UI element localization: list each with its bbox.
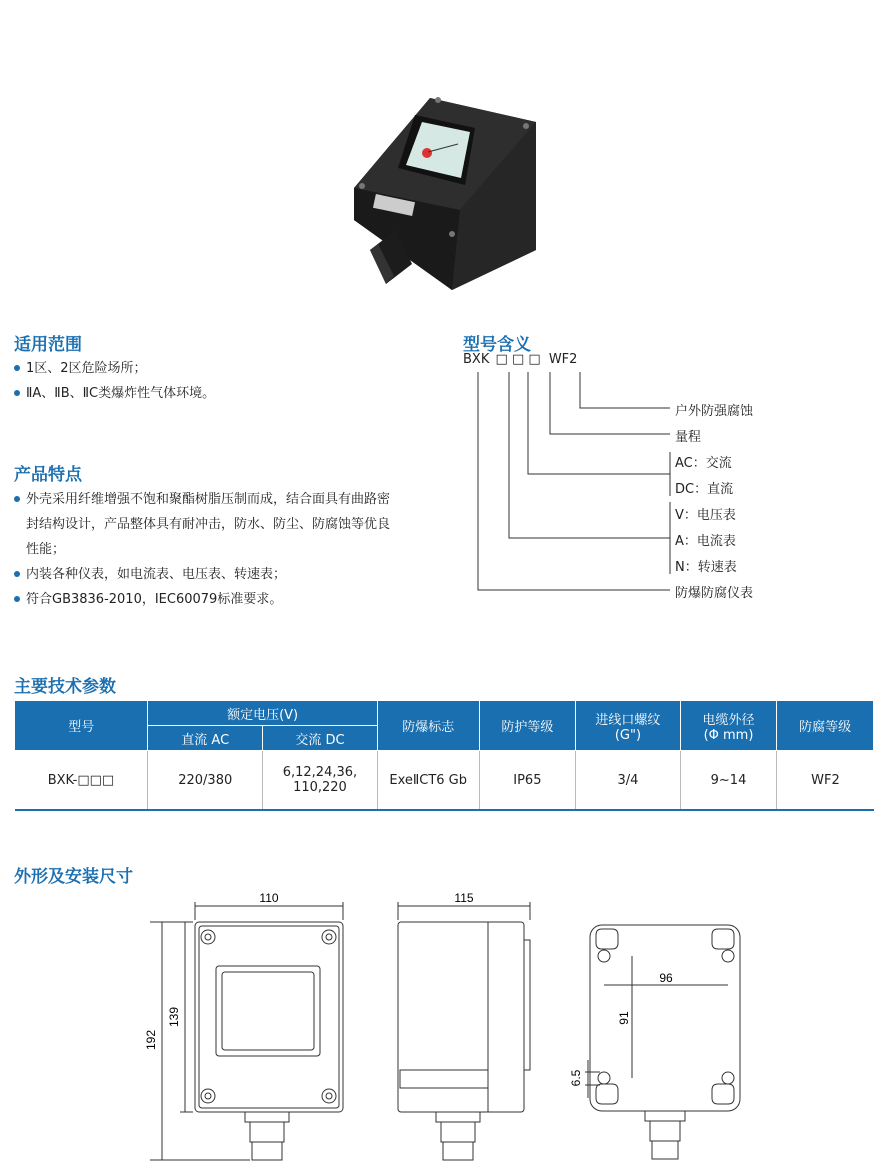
feature-line: 内装各种仪表，如电流表、电压表、转速表； xyxy=(26,567,287,582)
dim-side-width: 115 xyxy=(454,891,474,905)
cell-explosion: ExeⅡCT6 Gb xyxy=(377,751,479,811)
features-list xyxy=(14,487,444,612)
model-label: 量程 xyxy=(675,430,702,445)
dim-front-inner: 139 xyxy=(167,1006,181,1028)
dim-front-height: 192 xyxy=(144,1029,158,1051)
dim-back-v: 91 xyxy=(617,1011,631,1025)
dim-back-hole: 6.5 xyxy=(569,1069,583,1087)
model-code xyxy=(463,352,577,367)
feature-line: 性能； xyxy=(26,542,66,557)
th-protection: 防护等级 xyxy=(479,701,576,751)
dim-back-h: 96 xyxy=(659,971,673,985)
model-label: V：电压表 xyxy=(675,508,736,523)
scope-list xyxy=(14,356,215,406)
feature-line: 封结构设计，产品整体具有耐冲击，防水、防尘、防腐蚀等优良 xyxy=(26,517,391,532)
model-label: DC：直流 xyxy=(675,482,734,497)
th-dc: 直流 AC xyxy=(148,726,263,751)
th-cable: 电缆外径 (Φ mm) xyxy=(680,701,777,751)
cell-ac: 6,12,24,36, 110,220 xyxy=(263,751,378,811)
params-title: 主要技术参数 xyxy=(14,677,116,697)
cell-protection: IP65 xyxy=(479,751,576,811)
model-label: 防爆防腐仪表 xyxy=(675,586,754,601)
model-box: □ xyxy=(528,352,541,367)
model-label: 户外防强腐蚀 xyxy=(675,404,754,419)
dim-front-width: 110 xyxy=(259,891,279,905)
scope-item: ⅡA、ⅡB、ⅡC类爆炸性气体环境。 xyxy=(14,381,215,406)
th-explosion: 防爆标志 xyxy=(377,701,479,751)
cell-dc: 220/380 xyxy=(148,751,263,811)
model-label: A：电流表 xyxy=(675,534,736,549)
table-row xyxy=(15,751,874,811)
cell-corrosion: WF2 xyxy=(777,751,874,811)
th-ac: 交流 DC xyxy=(263,726,378,751)
th-model: 型号 xyxy=(15,701,148,751)
model-code-suffix: WF2 xyxy=(548,352,578,367)
model-box: □ xyxy=(511,352,525,367)
dimension-drawings xyxy=(0,880,888,1171)
model-label: N：转速表 xyxy=(675,560,737,575)
dims-title: 外形及安装尺寸 xyxy=(14,867,133,887)
cell-model: BXK-□□□ xyxy=(15,751,148,811)
product-photo xyxy=(340,70,550,300)
cell-thread: 3/4 xyxy=(576,751,681,811)
model-title: 型号含义 xyxy=(463,335,531,355)
feature-line: 符合GB3836-2010，IEC60079标准要求。 xyxy=(26,592,283,607)
feature-line: 外壳采用纤维增强不饱和聚酯树脂压制而成，结合面具有曲路密 xyxy=(26,492,391,507)
model-leader-lines xyxy=(460,368,680,598)
scope-title: 适用范围 xyxy=(14,335,82,355)
scope-item: 1区、2区危险场所； xyxy=(14,356,215,381)
th-voltage: 额定电压(V) xyxy=(148,701,377,726)
features-title: 产品特点 xyxy=(14,465,82,485)
th-corrosion: 防腐等级 xyxy=(777,701,874,751)
th-thread: 进线口螺纹 (G") xyxy=(576,701,681,751)
spec-table xyxy=(14,700,874,811)
model-code-prefix: BXK xyxy=(463,352,490,367)
cell-cable: 9~14 xyxy=(680,751,777,811)
model-label: AC：交流 xyxy=(675,456,732,471)
model-box: □ xyxy=(495,352,508,367)
